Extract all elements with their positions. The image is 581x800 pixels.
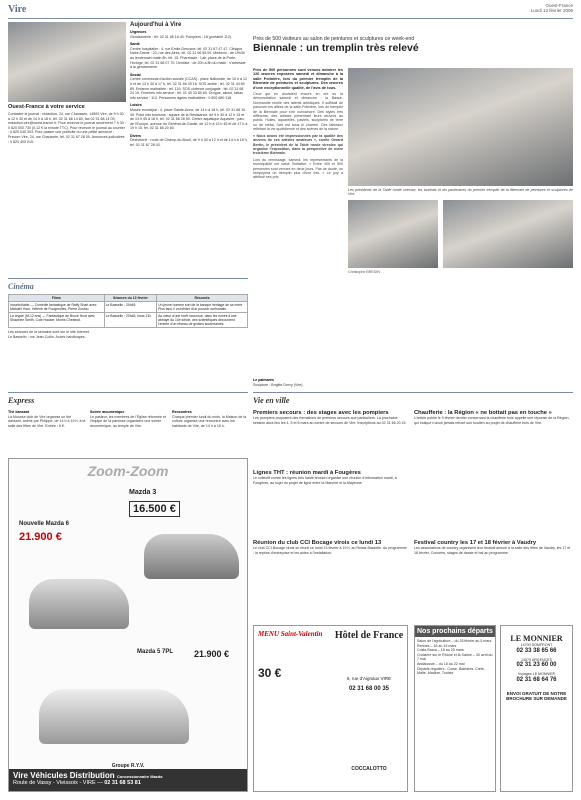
list-item: Andalousie – du 15 au 22 mai <box>417 661 465 666</box>
town-photo <box>8 22 126 102</box>
mazda-ad: Zoom-Zoom Mazda 3 16.500 € Nouvelle Mazda 6 21.900 € Mazda 5 7PL 21.900 € Groupe R.Y.V. Vire Véhicules Distribution Concessionnaire Mazda Route de Vassy - Vieissoix - VIRE — 02 31 68 53 81 <box>8 458 248 792</box>
article-headline: Biennale : un tremplin très relevé <box>253 42 419 54</box>
list-item: Salon de l'agriculture – du 25 février au 5 mars <box>417 639 492 643</box>
express-title: Express <box>8 396 35 405</box>
table-row: Incontrôlable — Comédie fantastique de Raffy Shart avec Michaël Youn, Hélène de Fougerolles, Pierre Zoulou. Le Basselin : 20h45 Un jeune homme sort de la banque héritage de sa mère. Plus tard, il va hériter d'un pouvoir surhumain. <box>9 302 248 313</box>
article-column-1: Près de 500 personnes sont venues admirer les 126 œuvres exposées samedi et dimanche à la salle Polinière, lors du premier tremplin de la Biennale de peintures et sculptures. Des œuvres d'une exceptionnelle qualité, de l'avis de tous. Ceux qui en doutaient encore en ont eu la démonstration samedi et dimanche : la Basse-Normandie recèle des talents artistiques. Il suffisait de parcourir les allées de la salle Polinière, lors du tremplin de la Biennale pour s'en convaincre. Des styles très différents, des artistes présentant leurs œuvres au public. Huiles, aquarelles, pastels, sculptures de terre ou de métal, l'œil est sous le charme. Des tableaux reflétant la vie quotidienne et des scènes de la nature. « Nous avons été impressionnés par la qualité des œuvres de ces artistes amateurs », confie Gérard Bertin, le président de la Table ronde vireoise qui organise l'exposition, dans la perspective de notre troisième Biennale. Lors du vernissage, samedi, les représentants de la municipalité ont salué l'initiative. « Entre 400 et 500 personnes sont venues en deux jours. Pas de doute, on rééquipera un tremplin plus d'une fois. » Le jury a attribué ses prix. <box>253 68 343 180</box>
departs-ad: Nos prochains départs Salon de l'agriculture – du 25 février au 5 mars Rennes – 18 au 19 mars Costa Brava – 18 au 25 mars Croisière sur le Rhône et la Saône – 30 avril au 7 mai Andalousie – du 15 au 22 mai Départs réguliers : Corse, Baléares, Crète, Malte, Madère, Tunisie <box>414 625 496 792</box>
header-rule <box>8 18 573 19</box>
cinema-title: Cinéma <box>8 282 34 291</box>
express-item: Thé dansant La Mousse club de Vire organise un thé dansant, animé par Philippe, de 14 h à 19 h, à la salle des fêtes de Vire. Entrée : 8 €. <box>8 410 86 428</box>
aujourdhui-column: Aujourd'hui à Vire Urgences Gendarmerie : tél. 02 31 66 16 40. Pompiers : 18 (portable 112). Santé Centre hospitalier : 4, rue Emile-Desvaux, tél. 02 31 67 47 47. Clinique Notre-Dame : 23, rue des Aires, tél. 02 31 66 55 00. Médecin : de 19h30 au lendemain matin 8h, tél. 15. Pharmacie : Lair, place de la Porte-Horloge, tél. 02 31 68 07 70. Dentiste : de 20h à 8h du matin : s'adresser à la gendarmerie. Social Centre communal d'action sociale (CCAS) : place Nationale, de 10 h à 12 h et de 13 h 30 à 17 h, tél. 02 31 66 35 16. SOS amitié : tél. 02 31 44 89 89. Enfance maltraitée : tél. 119. SOS violence conjugale : tél. 02 31 68 24 19. Femmes info service : tél. 01 40 33 80 60. Drogue, alcool, tabac info service : 113. Personnes âgées maltraitées : 0 892 680 118. Loisirs Musée municipal : 4, place Sainte-Anne, de 14 h à 18 h, tél. 02 31 68 10 49. Point info tourisme : square de la Résistance, de 9 h 30 à 12 h 15 et de 13 h 45 à 18 h, tél. 02 31 66 28 50. Centre aquatique Aquavire : parc de l'Europe, avenue du Général-de-Gaulle, de 12 h à 13 h 45 et de 17 h à 19 h 15, tél. 02 31 66 20 60. Divers Déchèterie : route de Champ-du-Boult, de 9 h 30 à 12 h et de 14 h à 18 h, tél. 02 31 67 28 43. <box>130 22 248 148</box>
article-item: Festival country les 17 et 18 février à Vaudry Les associations de country organisent leur festival annuel à la salle des fêtes de Vaudry, les 17 et 18 février. Concerts, stages de danse et bal au programme. <box>414 540 571 555</box>
table-row: La crypte (M-12 ans) — Fantastique de Bruce Hunt avec Shawnee Smith, Cole Hauser, Morris Chestnut. Le Basselin : 20h45, Imax 21h Au cœur d'une forêt inconnue, dans les ruines d'une abbaye du 10e siècle, des scientifiques découvrent l'entrée d'un réseau de grottes souterraines. <box>9 313 248 328</box>
palmares: Le palmarès Sculpture : Brigitte Dervy (Vire). <box>253 378 304 387</box>
photo-credit: Christophe BREDIN <box>348 270 380 274</box>
article-kicker: Près de 500 visiteurs au salon de peintures et sculptures ce week-end <box>253 36 415 42</box>
cinema-table: Films Séances du 13 février Résumés Incontrôlable — Comédie fantastique de Raffy Shart avec Michaël Youn, Hélène de Fougerolles, Pierre Zoulou. Le Basselin : 20h45 Un jeune homme sort de la banque héritage de sa mère. Plus tard, il va hériter d'un pouvoir surhumain. La crypte (M-12 ans) — Fantastique de Bruce Hunt avec Shawnee Smith, Cole Hauser, Morris Chestnut. Le Basselin : 20h45, Imax 21h Au cœur d'une forêt inconnue, dans les ruines d'une abbaye du 10e siècle, des scientifiques découvrent l'entrée d'un réseau de grottes souterraines. Les séances de la semaine sont sur le site Internet. Le Basselin : rue Jean-Collin. Accès handicapés. <box>8 294 248 339</box>
main-article-header <box>253 36 573 54</box>
vie-en-ville-title: Vie en ville <box>253 396 290 405</box>
artwork-photo <box>348 200 438 268</box>
article-item: Lignes THT : réunion mardi à Fougères Le collectif contre les lignes très haute tension organise une réunion d'information mardi, à Fougères, au sujet du projet de ligne entre la Manche et la Mayenne. <box>253 470 397 485</box>
list-item: Costa Brava – 18 au 25 mars <box>417 648 464 653</box>
article-item: Chaufferie : la Région « ne bottait pas en touche » L'article publié le 9 février dernier concernant la chaufferie bois appelle une réponse de la Région, qui indique n'avoir jamais refusé son soutien au projet de chaufferie bois de Vire. <box>414 410 570 425</box>
ouest-france-service: Ouest-France à votre service Contacter le journal : rédaction, 24, rue Chaussée, 14500 Vire, de 9 h 30 à 12 h 30 et de 14 h à 18 h, tél. 02 31 66 14 80, fax 02 31 68 14 09, redaction.vire@ouest-france.fr. Pour recevoir le journal seulement 7 h 30 : 0 820 000 730 (0,12 € la minute TTC). Pour recevoir le journal au courrier : 0 820 040 303. Pour passer une publicité ou une petite annonce : Precom Vire, 24, rue Chaussée, tél. 02 31 67 28 00. Annonces judiciaires : 0 820 400 015. <box>8 104 126 144</box>
car-image <box>29 579 129 629</box>
monnier-ad: LE MONNIER 14700 DOMFRONT 02 33 38 65 66 14570 ARGENCES 02 31 23 60 00 Voyages LE MONNIER 02 31 68 64 76 ENVOI GRATUIT DE NOTRE BROCHURE SUR DEMANDE <box>500 625 573 792</box>
hotel-ad: MENU Saint-Valentin 30 € Hôtel de France 6, rue d'Aignaux VIRE 02 31 68 00 35 COCCALOTTO <box>253 625 408 792</box>
header-meta: Ouest-France Lundi 13 février 2006 <box>530 3 573 13</box>
article-item: Premiers secours : des stages avec les pompiers Les pompiers proposent des formations de premiers secours aux particuliers. La prochaine session aura lieu les 4, 5 et 6 mars au centre de secours de Vire. Inscriptions au 02 31 66 20 15. <box>253 410 407 425</box>
express-item: Soirée œcuménique Le pasteur, les membres de l'Église réformée et l'équipe de la paroisse organisent une soirée œcuménique, au temple de Vire. <box>90 410 166 428</box>
car-image <box>144 534 239 579</box>
list-item: Rennes – 18 au 19 mars <box>417 643 457 648</box>
express-item: Rencontres Chaque premier lundi du mois, la Maison de la culture organise une rencontre avec les habitants de Vire, de 14 h à 16 h. <box>172 410 247 428</box>
article-caption: Les présidents de la Table ronde vireoise, les lauréats et les partenaires du premier tremplin de la Biennale de peintures et sculptures de Vire. <box>348 188 573 197</box>
article-item: Réunion du club CCI Bocage virois ce lundi 13 Le club CCI Bocage virois se réunit ce lundi 13 février à 19 h, au Relais Basselin. Au programme : la reprise d'entreprise et les aides à l'installation. <box>253 540 407 555</box>
aujourdhui-title: Aujourd'hui à Vire <box>130 22 182 28</box>
sculpture-photo <box>443 200 573 268</box>
section-title: Vire <box>8 4 27 15</box>
list-item: Croisière sur le Rhône et la Saône – 30 avril au 7 mai <box>417 652 493 662</box>
car-image <box>39 689 189 744</box>
list-item: Départs réguliers : Corse, Baléares, Crète, Malte, Madère, Tunisie <box>417 666 485 676</box>
article-photo <box>348 68 573 186</box>
